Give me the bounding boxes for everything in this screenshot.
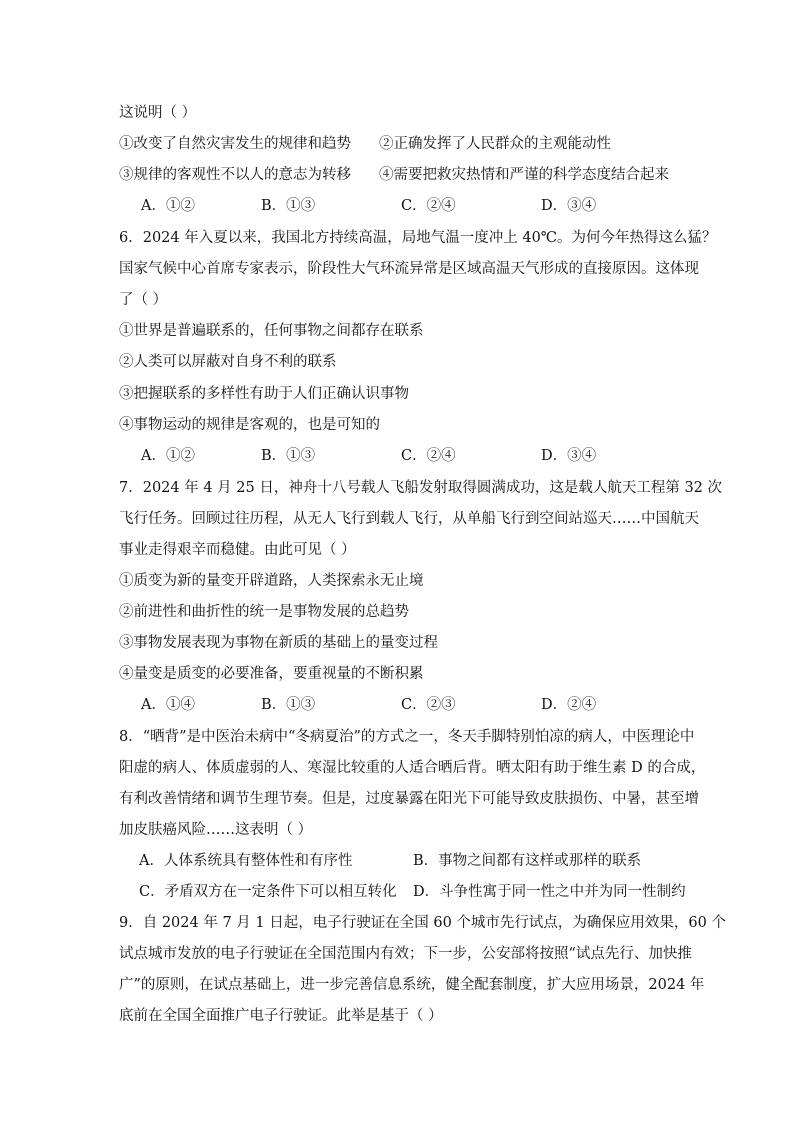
q6-option-c[interactable]: C．②④ [401, 448, 456, 464]
q5-statement-4: ④需要把救灾热情和严谨的科学态度结合起来 [379, 167, 669, 183]
q6-statement-2: ②人类可以屏蔽对自身不利的联系 [119, 354, 337, 370]
q5-statement-1: ①改变了自然灾害发生的规律和趋势 [119, 136, 351, 152]
q5-option-d[interactable]: D．③④ [541, 198, 597, 214]
q7-statement-3: ③事物发展表现为事物在新质的基础上的量变过程 [119, 635, 438, 651]
q5-statements-row-2 [119, 165, 689, 185]
q9-stem-line-2: 试点城市发放的电子行驶证在全国范围内有效；下一步，公安部将按照“试点先行、加快推 [119, 946, 692, 962]
q7-stem-line-2: 飞行任务。回顾过往历程，从无人飞行到载人飞行，从单船飞行到空间站巡天……中国航天 [119, 511, 699, 527]
q5-stem-tail: 这说明（ ） [119, 105, 197, 121]
q7-option-a[interactable]: A．①④ [141, 697, 195, 713]
q5-options [119, 196, 689, 216]
q8-option-b[interactable]: B．事物之间都有这样或那样的联系 [413, 853, 642, 869]
q5-statement-2: ②正确发挥了人民群众的主观能动性 [379, 136, 611, 152]
q5-statement-3: ③规律的客观性不以人的意志为转移 [119, 167, 351, 183]
q8-stem-line-2: 阳虚的病人、体质虚弱的人、寒湿比较重的人适合晒后背。晒太阳有助于维生素 D 的合成， [119, 760, 706, 776]
q5-option-c[interactable]: C．②④ [401, 198, 456, 214]
q8-stem-line-4: 加皮肤癌风险……这表明（ ） [119, 822, 313, 838]
q7-statement-4: ④量变是质变的必要准备，要重视量的不断积累 [119, 666, 424, 682]
q6-options [119, 446, 689, 466]
q8-options-row-2 [119, 882, 709, 902]
q8-stem-line-1: 8．“晒背”是中医治未病中“冬病夏治”的方式之一，冬天手脚特别怕凉的病人，中医理论中 [119, 729, 695, 745]
q7-stem-line-3: 事业走得艰辛而稳健。由此可见（ ） [119, 542, 356, 558]
q7-statement-2: ②前进性和曲折性的统一是事物发展的总趋势 [119, 604, 409, 620]
q6-option-d[interactable]: D．③④ [541, 448, 597, 464]
q5-option-b[interactable]: B．①③ [261, 198, 316, 214]
q6-statement-1: ①世界是普遍联系的，任何事物之间都存在联系 [119, 323, 424, 339]
q6-statement-3: ③把握联系的多样性有助于人们正确认识事物 [119, 386, 409, 402]
q7-option-d[interactable]: D．②④ [541, 697, 597, 713]
q5-option-a[interactable]: A．①② [141, 198, 195, 214]
q6-stem-line-3: 了（ ） [119, 292, 168, 308]
q6-option-a[interactable]: A．①② [141, 448, 195, 464]
q6-stem-line-2: 国家气候中心首席专家表示，阶段性大气环流异常是区域高温天气形成的直接原因。这体现 [119, 261, 699, 277]
q7-statement-1: ①质变为新的量变开辟道路，人类探索永无止境 [119, 573, 424, 589]
q8-option-d[interactable]: D．斗争性寓于同一性之中并为同一性制约 [413, 884, 686, 900]
q6-stem-line-1: 6．2024 年入夏以来，我国北方持续高温，局地气温一度冲上 40℃。为何今年热得这么猛？ [119, 230, 717, 246]
q8-option-a[interactable]: A．人体系统具有整体性和有序性 [139, 853, 353, 869]
q6-option-b[interactable]: B．①③ [261, 448, 316, 464]
q7-option-b[interactable]: B．①③ [261, 697, 316, 713]
q9-stem-line-3: 广”的原则，在试点基础上，进一步完善信息系统，健全配套制度，扩大应用场景，2024 年 [119, 977, 705, 993]
q7-option-c[interactable]: C．②③ [401, 697, 456, 713]
q9-stem-line-1: 9．自 2024 年 7 月 1 日起，电子行驶证在全国 60 个城市先行试点，为确保应用效果，60 个 [119, 915, 726, 931]
q7-stem-line-1: 7．2024 年 4 月 25 日，神舟十八号载人飞船发射取得圆满成功，这是载人航天工程第 32 次 [119, 480, 723, 496]
q9-stem-line-4: 底前在全国全面推广电子行驶证。此举是基于（ ） [119, 1008, 443, 1024]
q6-statement-4: ④事物运动的规律是客观的，也是可知的 [119, 417, 380, 433]
q7-options [119, 695, 689, 715]
q8-options-row-1 [119, 851, 709, 871]
q8-stem-line-3: 有利改善情绪和调节生理节奏。但是，过度暴露在阳光下可能导致皮肤损伤、中暑，甚至增 [119, 791, 699, 807]
q8-option-c[interactable]: C．矛盾双方在一定条件下可以相互转化 [139, 884, 397, 900]
q5-statements-row-1 [119, 134, 689, 154]
